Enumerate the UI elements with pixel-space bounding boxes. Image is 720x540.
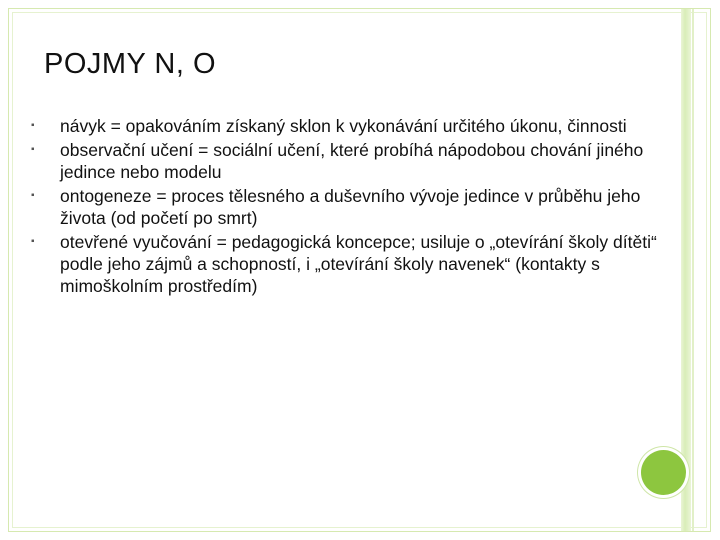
decorative-right-line <box>692 9 694 531</box>
bullet-item-otevrene-vyucovani <box>30 231 670 297</box>
bullet-item-ontogeneze <box>30 185 670 229</box>
bullet-marker-icon: ▪ <box>31 236 35 247</box>
bullet-text: ontogeneze = proces tělesného a duševního vývoje jedince v průběhu jeho života (od početí po smrt) <box>60 186 641 228</box>
bullet-text: návyk = opakováním získaný sklon k vykonávání určitého úkonu, činnosti <box>60 116 627 136</box>
bullet-marker-icon: ▪ <box>31 144 35 155</box>
bullet-list <box>30 115 670 299</box>
bullet-item-observacni-uceni <box>30 139 670 183</box>
bullet-text: observační učení = sociální učení, které probíhá nápodobou chování jiného jedince nebo modelu <box>60 140 644 182</box>
slide-title: POJMY N, O <box>44 48 217 80</box>
decorative-green-circle <box>641 450 686 495</box>
bullet-marker-icon: ▪ <box>31 120 35 131</box>
bullet-text: otevřené vyučování = pedagogická koncepce; usiluje o „otevírání školy dítěti“ podle jeho zájmů a schopností, i „otevírání školy navenek“ (kontakty s mimoškolním prostředím) <box>60 232 657 296</box>
bullet-item-navyk <box>30 115 670 137</box>
bullet-marker-icon: ▪ <box>31 190 35 201</box>
decorative-right-stripe <box>681 9 691 531</box>
